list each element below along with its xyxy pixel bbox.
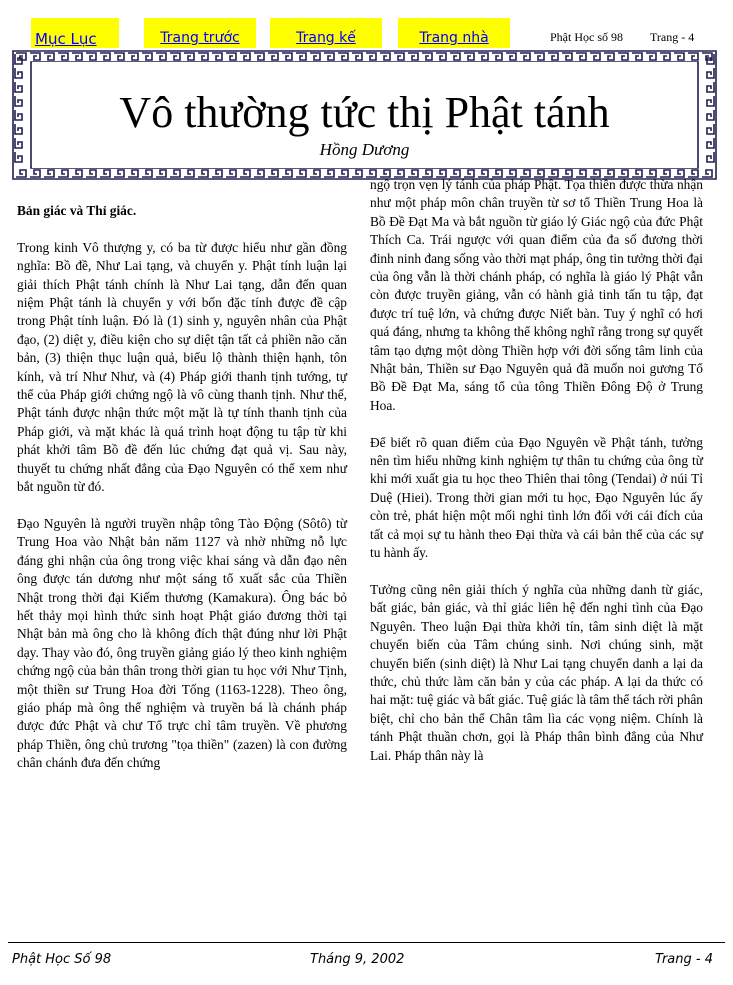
paragraph: Trong kinh Vô thượng y, có ba từ được hiểu như gần đồng nghĩa: Bồ đề, Như Lai tạng, và chuyển y. Phật tính luận lại giải thích Phật tánh chính là Như Lai tạng, dẫn đến quan niệm Phật tánh là chuyển y với bốn đặc tính được đề cập trong Phật tính luận. Đó là (1) sinh y, nguyên nhân của Phật đạo, (2) diệt y, điều kiện cho sự diệt tận tất cả phiền não căn bản, (3) thiện thục luận quả, biểu lộ thành thiện hạnh, tôn kính, và trí Như Như, và (4) Pháp giới thanh tịnh tướng, tự thể của Pháp giới chứng ngộ là vô cùng thanh tịnh. Như thế, Phật tánh được nhận thức một mặt là tự tính thanh tịnh của Pháp giới, và mặt khác là quá trình hoạt động tu tập từ khi phát khởi tâm Bồ đề đến lúc chứng đạt quả vị. Sau này, thuyết tu chứng nhất đẳng của Đạo Nguyên có thể xem như bắt nguồn từ đó. [17,239,347,495]
paragraph: ngộ trọn vẹn lý tánh của pháp Phật. Tọa thiền được thừa nhận như một pháp môn chân truyền từ sơ tổ Thiền Trung Hoa là Bồ Đề Đạt Ma và bắt nguồn từ giáo lý Giác ngộ của đức Phật Thích Ca. Trái ngược với quan điểm của đa số đương thời đinh ninh đang sống vào thời mạt pháp, ông tin tưởng thời đại của ông vẫn là thời chánh pháp, có nghĩa là giáo lý Phật vẫn còn được truyền giảng, vẫn có hành giả tinh tấn tu tập, đạt được trí tuệ lớn, và chứng được Niết bàn. Tuy ý nghĩ có hơi quá đáng, nhưng ta không thể không nghĩ rằng trong sự quyết tâm tạo dựng một dòng Thiền hợp với đời sống tâm linh của Nhật bản, Thiền sư Đạo Nguyên quả đã muốn noi gương Tổ Bồ Đề Đạt Ma, sáng tổ của tông Thiền Đông Độ ở Trung Hoa. [370,177,703,413]
title-frame [12,50,717,180]
footer-divider [8,942,725,943]
article-author: Hồng Dương [319,140,410,159]
footer-date: Tháng 9, 2002 [310,952,405,967]
nav-link-trang-ke[interactable]: Trang kế [270,18,382,48]
article-column-right [370,176,703,783]
paragraph: Đạo Nguyên là người truyền nhập tông Tào Động (Sôtô) từ Trung Hoa vào Nhật bản năm 1127 và nhờ những nỗ lực đáng ghi nhận của ông trong việc khai sáng và dẫn đạo nên ông được tán dương như một sáng tổ xuất sắc của Thiền Nhật trong thời đại Kiếm thương (Kamakura). Ông bác bỏ hết thảy mọi hình thức sinh hoạt Phật giáo đương thời tại Nhật bản mà ông cho là không đích thật đúng như lời Phật dạy. Thay vào đó, ông truyền giảng giáo lý theo kinh nghiệm chứng ngộ của bản thân trong thời gian tu học với Như Tịnh, một thiền sư Trung Hoa đời Tống (1163-1228). Theo ông, giáo pháp mà ông thể nghiệm và truyền bá là chánh pháp được đức Phật và chư Tổ trực chỉ tâm truyền. Về phương pháp Thiền, ông chủ trương "tọa thiền" (zazen) là con đường chân chánh đưa đến chứng [17,515,347,771]
section-heading: Bản giác và Thỉ giác. [17,203,137,218]
article-title: Vô thường tức thị Phật tánh [119,88,610,137]
paragraph: Để biết rõ quan điểm của Đạo Nguyên về Phật tánh, tưởng nên tìm hiểu những kinh nghiệm tự thân tu chứng của ông từ khi mới xuất gia tu học theo Thiên thai tông (Tendai) ở núi Tỉ Duệ (Hiei). Trong thời gian mới tu học, Đạo Nguyên lúc ấy còn trẻ, phát hiện một mối nghi tình lớn đối với cái đích của tất cả mọi sự tu hành theo Đại thừa và cái bản thể của các sự tu hành ấy. [370,434,703,561]
header-page-number: Trang - 4 [650,30,695,44]
header-issue: Phật Học số 98 [550,30,623,44]
footer-issue: Phật Học Số 98 [12,952,112,967]
paragraph: Tưởng cũng nên giải thích ý nghĩa của những danh từ giác, bất giác, bản giác, và thỉ giác liên hệ đến nghi tình của Đạo Nguyên. Theo luận Đại thừa khởi tín, tâm sinh diệt là mặt chuyển biến của Tâm chúng sinh. Nơi chúng sinh, mặt chuyển biến (sinh diệt) là Như Lai tạng chuyển danh a lại da thức, chủ thức làm căn bản y của các pháp. A lại da thức có hai mặt: tuệ giác và bất giác. Tuệ giác là tâm thể tách rời phân biệt, chỉ cho bản thể Chân tâm lìa các vọng niệm. Chính là tánh Phật thuần chơn, gọi là Pháp thân bình đẳng của Như Lai. Pháp thân này là [370,581,703,763]
title-panel [32,62,697,168]
nav-link-muc-luc[interactable]: Mục Lục [31,18,119,48]
footer-page-number: Trang - 4 [655,952,713,967]
nav-link-trang-nha[interactable]: Trang nhà [398,18,510,48]
nav-link-trang-truoc[interactable]: Trang trước [144,18,256,48]
article-column-left [17,202,347,791]
